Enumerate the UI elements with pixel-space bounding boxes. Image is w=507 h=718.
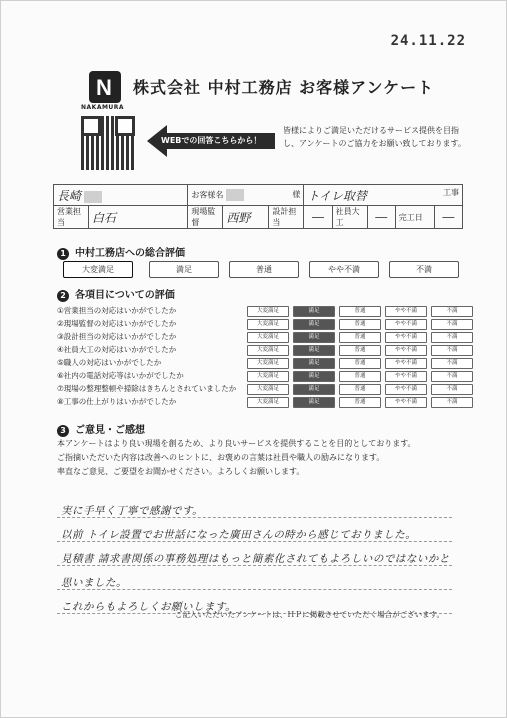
eigyo-value: 白石 <box>89 206 188 229</box>
rating-option-2-1[interactable]: 満足 <box>293 319 335 330</box>
rating-option-6-4[interactable]: 不満 <box>431 371 473 382</box>
rating-option-8-3[interactable]: やや不満 <box>385 397 427 408</box>
overall-option-0[interactable]: 大変満足 <box>63 261 133 278</box>
rating-option-5-2[interactable]: 普通 <box>339 358 381 369</box>
customer-info-table <box>53 184 463 229</box>
shain-label: 社員大工 <box>332 206 367 229</box>
sekkei-value: ― <box>304 206 332 229</box>
rating-option-8-0[interactable]: 大変満足 <box>247 397 289 408</box>
rating-option-1-3[interactable]: やや不満 <box>385 306 427 317</box>
rating-option-4-1[interactable]: 満足 <box>293 345 335 356</box>
kanko-value: ― <box>434 206 462 229</box>
redacted-block <box>84 191 102 203</box>
sekkei-label: 設計担当 <box>269 206 304 229</box>
shain-value: ― <box>367 206 395 229</box>
rating-option-2-3[interactable]: やや不満 <box>385 319 427 330</box>
rating-option-2-0[interactable]: 大変満足 <box>247 319 289 330</box>
question-8: ⑧工事の仕上がりはいかがでしたか <box>57 397 177 406</box>
logo-text: NAKAMURA <box>81 104 125 111</box>
rating-option-3-4[interactable]: 不満 <box>431 332 473 343</box>
section2-heading: 2 各項目についての評価 <box>57 286 175 302</box>
section3-paragraph: 本アンケートはより良い現場を創るため、より良いサービスを提供することを目的としております。 ご指摘いただいた内容は改善へのヒントに、お褒めの言葉は社員や職人の励みになります。 率直なご意見、ご要望をお聞かせください。よろしくお願いします。 <box>57 439 416 476</box>
section1-heading: 1 中村工務店への総合評価 <box>57 244 185 260</box>
company-logo: N <box>89 71 121 103</box>
question-4: ④社員大工の対応はいかがでしたか <box>57 345 177 354</box>
rating-option-4-4[interactable]: 不満 <box>431 345 473 356</box>
rating-option-8-4[interactable]: 不満 <box>431 397 473 408</box>
genba-value: 西野 <box>223 206 269 229</box>
question-3: ③設計担当の対応はいかがでしたか <box>57 332 177 341</box>
rating-option-3-2[interactable]: 普通 <box>339 332 381 343</box>
qr-code-icon[interactable] <box>81 116 135 170</box>
question-6: ⑥社内の電話対応等はいかがでしたか <box>57 371 184 380</box>
date-stamp: 24.11.22 <box>390 33 466 49</box>
page-title: 株式会社 中村工務店 お客様アンケート <box>133 78 435 97</box>
handwritten-comment-line: 以前 トイレ設置でお世話になった廣田さんの時から感じておりました。 <box>61 529 417 541</box>
rating-option-5-1[interactable]: 満足 <box>293 358 335 369</box>
rating-option-8-1[interactable]: 満足 <box>293 397 335 408</box>
sama-label: 様 <box>292 190 301 199</box>
overall-option-1[interactable]: 満足 <box>149 261 219 278</box>
rating-option-8-2[interactable]: 普通 <box>339 397 381 408</box>
rating-option-7-4[interactable]: 不満 <box>431 384 473 395</box>
overall-option-2[interactable]: 普通 <box>229 261 299 278</box>
rating-option-5-3[interactable]: やや不満 <box>385 358 427 369</box>
rating-option-5-4[interactable]: 不満 <box>431 358 473 369</box>
rating-option-7-3[interactable]: やや不満 <box>385 384 427 395</box>
rating-option-6-2[interactable]: 普通 <box>339 371 381 382</box>
customer-surname: 長崎 <box>57 188 82 203</box>
rating-option-7-2[interactable]: 普通 <box>339 384 381 395</box>
handwritten-comment-line: 思いました。 <box>61 577 127 589</box>
rating-option-3-0[interactable]: 大変満足 <box>247 332 289 343</box>
rating-option-2-2[interactable]: 普通 <box>339 319 381 330</box>
question-2: ②現場監督の対応はいかがでしたか <box>57 319 177 328</box>
koji-label: 工事 <box>443 187 459 197</box>
rating-option-7-1[interactable]: 満足 <box>293 384 335 395</box>
rating-option-2-4[interactable]: 不満 <box>431 319 473 330</box>
rating-option-3-3[interactable]: やや不満 <box>385 332 427 343</box>
section3-heading: 3 ご意見・ご感想 <box>57 421 145 437</box>
web-answer-link[interactable]: WEBでの回答こちらから！ <box>161 136 262 145</box>
question-5: ⑤職人の対応はいかがでしたか <box>57 358 162 367</box>
genba-label: 現場監督 <box>188 206 223 229</box>
rating-option-3-1[interactable]: 満足 <box>293 332 335 343</box>
rating-option-7-0[interactable]: 大変満足 <box>247 384 289 395</box>
eigyo-label: 営業担当 <box>54 206 89 229</box>
work-name: トイレ取替 <box>307 188 367 203</box>
rating-option-4-0[interactable]: 大変満足 <box>247 345 289 356</box>
rating-option-1-0[interactable]: 大変満足 <box>247 306 289 317</box>
rating-option-1-2[interactable]: 普通 <box>339 306 381 317</box>
rating-option-6-0[interactable]: 大変満足 <box>247 371 289 382</box>
question-1: ①営業担当の対応はいかがでしたか <box>57 306 177 315</box>
overall-option-3[interactable]: やや不満 <box>309 261 379 278</box>
handwritten-comment-line: 見積書 請求書関係の事務処理はもっと簡素化されてもよろしいのではないかと <box>61 553 450 565</box>
rating-option-6-3[interactable]: やや不満 <box>385 371 427 382</box>
overall-option-4[interactable]: 不満 <box>389 261 459 278</box>
rating-option-4-3[interactable]: やや不満 <box>385 345 427 356</box>
customer-label: お客様名 <box>191 190 224 200</box>
footer-note: ご記入いただいたアンケートは、ＨＰに掲載させていただく場合がございます。 <box>175 610 444 619</box>
kanko-label: 完工日 <box>395 206 434 229</box>
redacted-block <box>226 189 244 201</box>
handwritten-comment-line: 実に手早く丁寧で感謝です。 <box>61 505 204 517</box>
question-7: ⑦現場の整理整頓や掃除はきちんとされていましたか <box>57 384 237 393</box>
intro-text: 皆様によりご満足いただけるサービス提供を目指し、アンケートのご協力をお願い致しております。 <box>283 126 466 148</box>
rating-option-1-1[interactable]: 満足 <box>293 306 335 317</box>
rating-option-1-4[interactable]: 不満 <box>431 306 473 317</box>
handwritten-comment-line: これからもよろしくお願いします。 <box>61 601 237 613</box>
rating-option-4-2[interactable]: 普通 <box>339 345 381 356</box>
rating-option-6-1[interactable]: 満足 <box>293 371 335 382</box>
rating-option-5-0[interactable]: 大変満足 <box>247 358 289 369</box>
